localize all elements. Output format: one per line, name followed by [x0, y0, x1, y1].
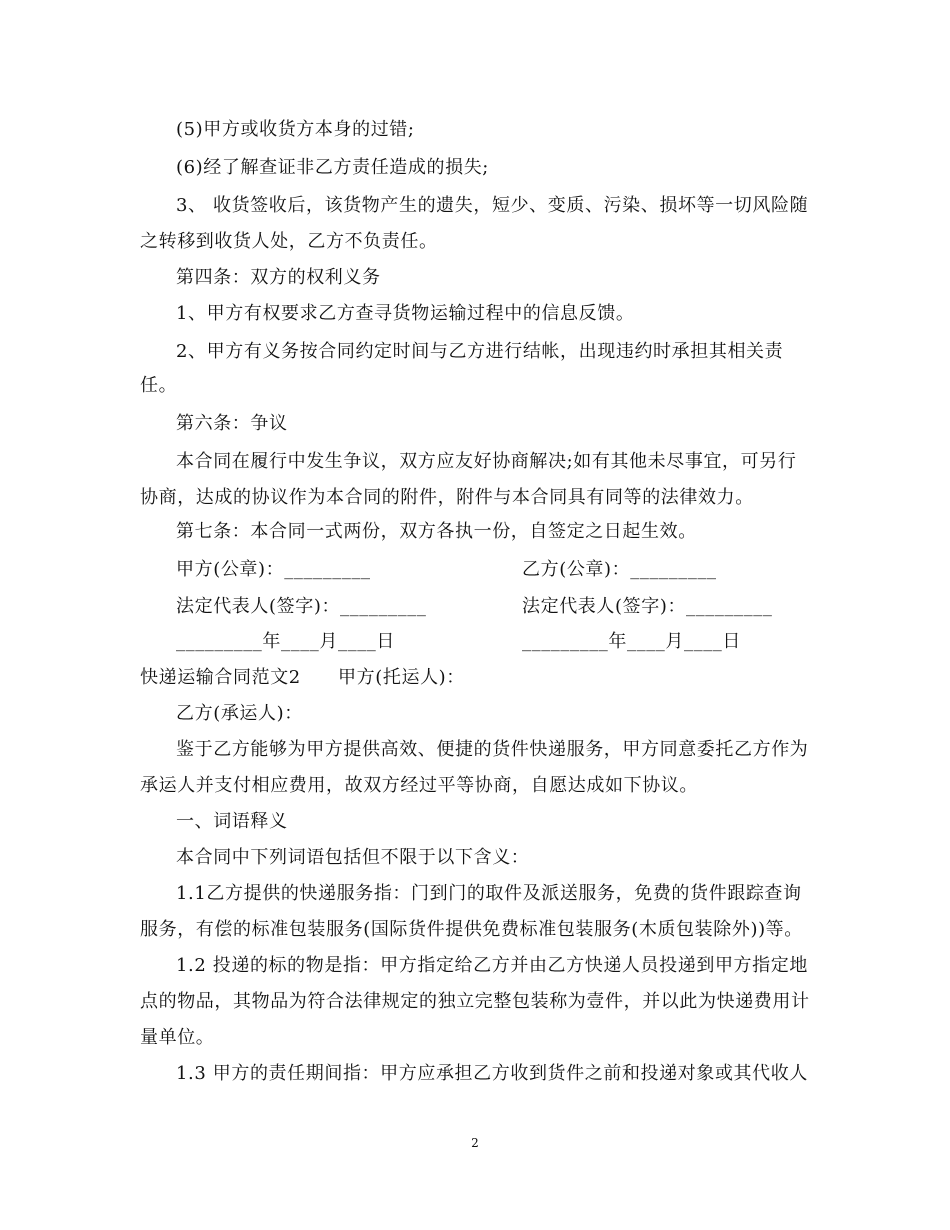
text-line: 1.2 投递的标的物是指：甲方指定给乙方并由乙方快递人员投递到甲方指定地 [176, 955, 808, 976]
text-line: 协商，达成的协议作为本合同的附件，附件与本合同具有同等的法律效力。 [140, 487, 754, 508]
text-line: 承运人并支付相应费用，故双方经过平等协商，自愿达成如下协议。 [140, 775, 698, 796]
party-a-representative-field: 法定代表人(签字)：_________ [176, 596, 427, 617]
text-line: 本合同中下列词语包括但不限于以下含义： [176, 847, 530, 868]
party-b-date-field: _________年____月____日 [522, 631, 741, 652]
text-line: 服务，有偿的标准包装服务(国际货件提供免费标准包装服务(木质包装除外))等。 [140, 919, 803, 940]
section-heading: 第六条：争议 [176, 413, 288, 434]
page-number: 2 [471, 1136, 479, 1150]
text-line: 1.3 甲方的责任期间指：甲方应承担乙方收到货件之前和投递对象或其代收人 [176, 1063, 808, 1084]
section-heading: 一、词语释义 [176, 811, 288, 832]
text-line: 乙方(承运人)： [176, 703, 303, 724]
text-line: 2、甲方有义务按合同约定时间与乙方进行结帐，出现违约时承担其相关责 [176, 341, 784, 362]
party-a-seal-field: 甲方(公章)：_________ [176, 559, 371, 580]
text-line: 1、甲方有权要求乙方查寻货物运输过程中的信息反馈。 [176, 303, 635, 324]
text-line: 任。 [140, 375, 178, 396]
section-heading: 第七条：本合同一式两份，双方各执一份，自签定之日起生效。 [176, 521, 697, 542]
section-heading: 第四条：双方的权利义务 [176, 267, 381, 288]
text-line: 本合同在履行中发生争议，双方应友好协商解决;如有其他未尽事宜，可另行 [176, 451, 797, 472]
party-b-seal-field: 乙方(公章)：_________ [522, 559, 717, 580]
text-line: 3、 收货签收后，该货物产生的遗失，短少、变质、污染、损坏等一切风险随 [176, 195, 809, 216]
text-line: 鉴于乙方能够为甲方提供高效、便捷的货件快递服务，甲方同意委托乙方作为 [176, 739, 809, 760]
text-line: (6)经了解查证非乙方责任造成的损失; [176, 157, 489, 178]
text-line: 1.1乙方提供的快递服务指：门到门的取件及派送服务，免费的货件跟踪查询 [176, 883, 802, 904]
contract-title-line: 快递运输合同范文2 甲方(托运人)： [140, 667, 465, 688]
text-line: 量单位。 [140, 1027, 215, 1048]
text-line: (5)甲方或收货方本身的过错; [176, 119, 415, 140]
text-line: 点的物品，其物品为符合法律规定的独立完整包装称为壹件，并以此为快递费用计 [140, 991, 810, 1012]
party-a-date-field: _________年____月____日 [176, 631, 395, 652]
party-b-representative-field: 法定代表人(签字)：_________ [522, 596, 773, 617]
text-line: 之转移到收货人处，乙方不负责任。 [140, 231, 438, 252]
